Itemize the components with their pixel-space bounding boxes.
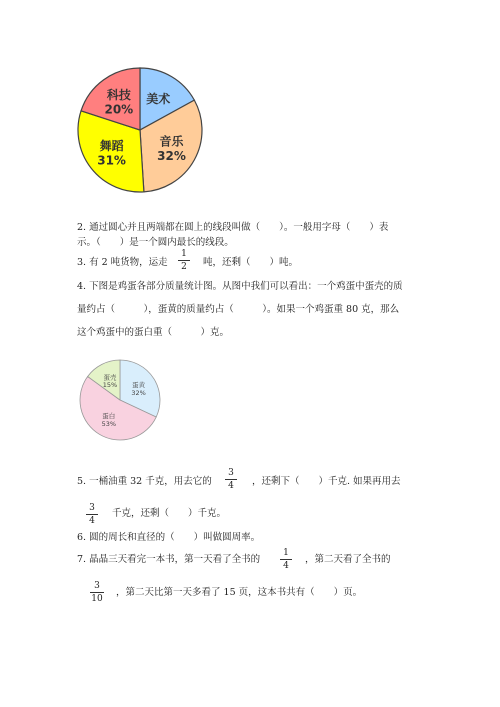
question-5-text-start: 5. 一桶油重 32 千克，用去它的 xyxy=(77,476,212,487)
fraction-numerator: 1 xyxy=(181,249,187,259)
pie-slice-value-1: 53% xyxy=(101,419,117,428)
question-3-text-end: 吨，还剩（ ）吨。 xyxy=(203,257,299,268)
question-2-line-2: 示。（ ）是一个圆内最长的线段。 xyxy=(77,237,234,248)
pie-slice-value-2: 31% xyxy=(97,153,126,168)
fraction-numerator: 3 xyxy=(89,503,95,513)
interest-pie-chart xyxy=(70,60,210,200)
question-2-line-1: 2. 通过圆心并且两端都在圆上的线段叫做（ ）。一般用字母（ ）表 xyxy=(77,222,389,233)
question-4-line-1: 4. 下图是鸡蛋各部分质量统计图。从图中我们可以看出：一个鸡蛋中蛋壳的质 xyxy=(77,281,403,292)
fraction-denominator: 10 xyxy=(91,594,103,604)
fraction-denominator: 4 xyxy=(228,481,234,491)
question-6: 6. 圆的周长和直径的（ ）叫做圆周率。 xyxy=(77,532,261,543)
pie-slice-value-3: 20% xyxy=(104,102,134,117)
question-7-text-start: 7. 晶晶三天看完一本书，第一天看了全书的 xyxy=(77,554,261,565)
fraction-denominator: 4 xyxy=(89,516,95,526)
pie-slice-label-1: 蛋白 xyxy=(102,411,116,420)
pie-slice-value-2: 15% xyxy=(102,381,118,390)
pie-slice-label-3: 科技 xyxy=(106,88,131,103)
fraction-denominator: 2 xyxy=(181,262,187,272)
question-3-text-start: 3. 有 2 吨货物，运走 xyxy=(77,257,168,268)
pie-slice-label-0: 蛋黄 xyxy=(132,381,146,390)
question-4-line-3: 这个鸡蛋中的蛋白重（ ）克。 xyxy=(77,327,230,338)
question-7-fraction-1 xyxy=(280,548,292,571)
fraction-numerator: 3 xyxy=(94,581,100,591)
pie-slice-label-2: 舞蹈 xyxy=(99,139,124,154)
question-7-fraction-2 xyxy=(90,581,104,604)
fraction-denominator: 4 xyxy=(283,561,289,571)
pie-slice-value-0: 32% xyxy=(131,389,146,398)
question-4-line-2: 量约占（ ），蛋黄的质量约占（ ）。如果一个鸡蛋重 80 克，那么 xyxy=(77,304,400,315)
pie-slice-label-1: 音乐 xyxy=(159,134,184,149)
question-3-fraction xyxy=(178,249,190,272)
egg-pie-chart xyxy=(74,356,166,444)
question-5-text-middle: ，还剩下（ ）千克. 如果再用去 xyxy=(252,476,401,487)
pie-slice-label-2: 蛋壳 xyxy=(103,373,117,382)
question-7-text-end: ，第二天比第一天多看了 15 页，这本书共有（ ）页。 xyxy=(116,587,363,598)
fraction-numerator: 3 xyxy=(228,468,234,478)
pie-slice-value-1: 32% xyxy=(157,148,186,163)
fraction-numerator: 1 xyxy=(283,548,289,558)
pie-slice-label-0: 美术 xyxy=(146,92,171,107)
question-5-text-end: 千克，还剩（ ）千克。 xyxy=(112,508,227,519)
question-5-fraction-2 xyxy=(86,503,98,526)
question-5-fraction-1 xyxy=(225,468,237,491)
question-7-text-middle: ，第二天看了全书的 xyxy=(305,554,391,565)
